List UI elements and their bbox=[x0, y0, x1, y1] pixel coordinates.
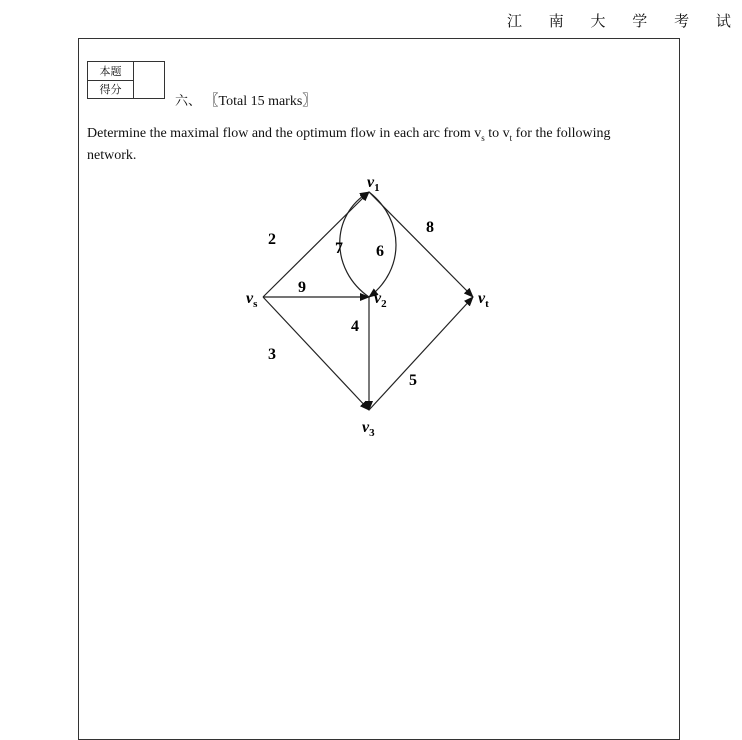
node-subscript-v2: 2 bbox=[381, 298, 387, 310]
score-box-label-score: 得分 bbox=[88, 80, 133, 98]
node-subscript-v1: 1 bbox=[374, 182, 380, 194]
arc-v2-v1 bbox=[340, 192, 369, 297]
problem-sub-t: t bbox=[509, 132, 513, 143]
exam-header: 江 南 大 学 考 试 bbox=[507, 12, 742, 30]
question-number: 六、 bbox=[175, 94, 202, 109]
node-vs: $v_s$ bbox=[246, 290, 258, 310]
node-subscript-vt: t bbox=[485, 298, 489, 310]
question-marks: 〖Total 15 marks〗 bbox=[204, 94, 317, 109]
problem-text-2: to v bbox=[484, 126, 510, 141]
arc-capacity-v3-vt: 5 bbox=[409, 372, 417, 389]
arc-v3-vt bbox=[369, 297, 473, 410]
arc-capacity-vs-v1: 2 bbox=[268, 231, 276, 248]
problem-text-3: for the following network. bbox=[87, 126, 611, 163]
node-v1: $v_1$ bbox=[367, 174, 380, 194]
arc-capacity-v1-v2: 6 bbox=[376, 243, 384, 260]
node-subscript-v3: 3 bbox=[369, 427, 375, 439]
problem-text-1: Determine the maximal flow and the optimum flow in each arc from v bbox=[87, 126, 482, 141]
arc-capacity-vs-v3: 3 bbox=[268, 346, 276, 363]
node-v3: $v_3$ bbox=[362, 419, 375, 439]
arc-capacity-vs-v2: 9 bbox=[298, 279, 306, 296]
arc-capacity-v1-vt: 8 bbox=[426, 219, 434, 236]
node-vt: $v_t$ bbox=[478, 290, 489, 310]
arc-capacity-v2-v1: 7 bbox=[335, 240, 343, 257]
score-box-label-question: 本题 bbox=[99, 65, 122, 78]
arc-vs-v3 bbox=[263, 297, 369, 410]
node-v2: $v_2$ bbox=[374, 290, 387, 310]
problem-sub-s: s bbox=[481, 132, 485, 143]
node-subscript-vs: s bbox=[253, 298, 258, 310]
arc-capacity-v2-v3: 4 bbox=[351, 318, 359, 335]
